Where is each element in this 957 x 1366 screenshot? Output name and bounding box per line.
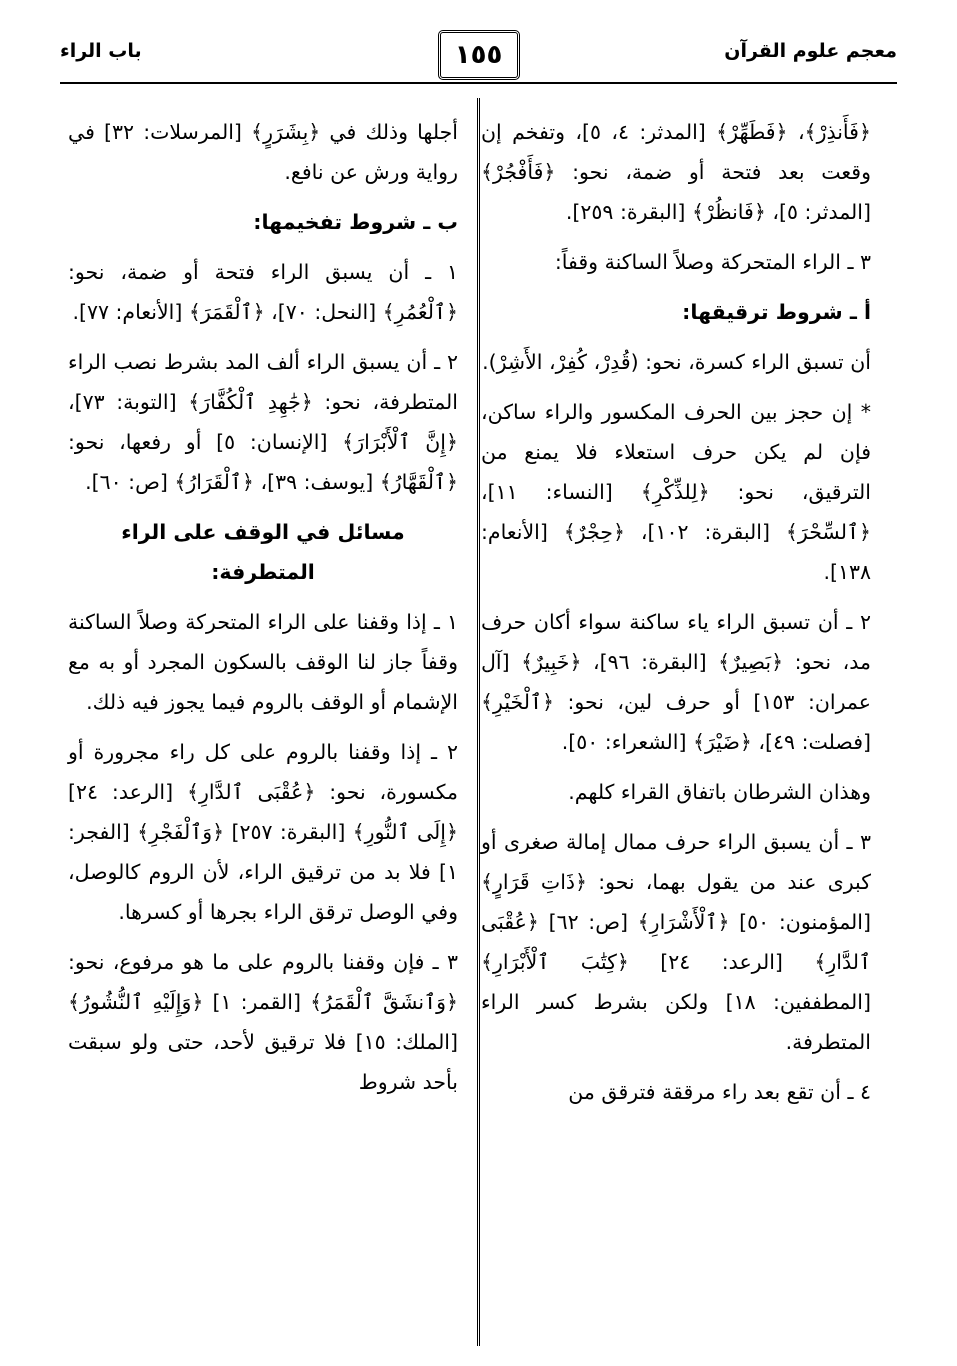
paragraph: ٣ ـ فإن وقفنا بالروم على ما هو مرفوع، نحو: ﴿وَٱنشَقَّ ٱلْقَمَرُ﴾ [القمر: ١] ﴿وَإِلَيْهِ ٱلنُّشُورُ﴾ [الملك: ١٥] فلا ترقيق لأحد، حتى ولو سبقت بأحد شروط <box>68 950 459 1094</box>
chapter-title: باب الراء <box>60 40 142 62</box>
paragraph: ١ ـ إذا وقفنا على الراء المتحركة وصلاً الساكنة وقفاً جاز لنا الوقف بالسكون المجرد أو به مع الإشمام أو الوقف بالروم فيما يجوز فيه ذلك. <box>68 610 458 714</box>
paragraph: * إن حجز بين الحرف المكسور والراء ساكن، فإن لم يكن حرف استعلاء فلا يمنع من الترقيق، نحو: ﴿لِلذِّكْرِ﴾ [النساء: ١١]، ﴿ٱلسِّحْرَ﴾ [البقرة: ١٠٢]، ﴿حِجْرٌ﴾ [الأنعام: ١٣٨]. <box>481 400 871 584</box>
column-divider <box>477 98 480 1346</box>
paragraph: أن تسبق الراء كسرة، نحو: (قُدِرْ، كُفِرْ، الأَشِرْ). <box>482 350 871 374</box>
header-rule <box>60 82 897 84</box>
page-number: ١٥٥ <box>438 30 520 80</box>
right-column <box>481 112 871 1122</box>
paragraph: ١ ـ أن يسبق الراء فتحة أو ضمة، نحو: ﴿ٱلْعُمُرِ﴾ [النحل: ٧٠]، ﴿ٱلْقَمَرَ﴾ [الأنعام: ٧٧]. <box>68 260 458 324</box>
page-header <box>60 28 897 80</box>
paragraph: ٣ ـ أن يسبق الراء حرف ممال إمالة صغرى أو كبرى عند من يقول بهما، نحو: ﴿ذَاتِ قَرَارٍ﴾ [المؤمنون: ٥٠] ﴿ٱلْأَشْرَارِ﴾ [ص: ٦٢] ﴿عُقْبَى ٱلدَّارِ﴾ [الرعد: ٢٤] ﴿كِتَٰبَ ٱلْأَبْرَارِ﴾ [المطففين: ١٨] ولكن بشرط كسر الراء المتطرفة. <box>481 830 871 1054</box>
paragraph: ٤ ـ أن تقع بعد راء مرققة فترقق من <box>568 1080 871 1104</box>
section-heading: مسائل في الوقف على الراء المتطرفة: <box>121 520 405 584</box>
paragraph: ٢ ـ إذا وقفنا بالروم على كل راء مجرورة أو مكسورة، نحو: ﴿عُقْبَى ٱلدَّارِ﴾ [الرعد: ٢٤] ﴿إِلَى ٱلنُّورِ﴾ [البقرة: ٢٥٧] ﴿وَٱلْفَجْرِ﴾ [الفجر: ١] فلا بد من ترقيق الراء، لأن الروم كالوصل، وفي الوصل ترقق الراء بجرها أو كسرها. <box>68 740 458 924</box>
paragraph: ٣ ـ الراء المتحركة وصلاً الساكنة وقفاً: <box>554 250 871 274</box>
subheading: أ ـ شروط ترقيقها: <box>682 300 871 324</box>
paragraph: أجلها وذلك في ﴿بِشَرَرٍ﴾ [المرسلات: ٣٢] في رواية ورش عن نافع. <box>68 120 458 184</box>
book-title: معجم علوم القرآن <box>724 40 897 62</box>
paragraph: وهذان الشرطان باتفاق القراء كلهم. <box>568 780 871 804</box>
paragraph: ﴿فَأَنذِرْ﴾، ﴿فَطَهِّرْ﴾ [المدثر: ٤، ٥]، وتفخم إن وقعت بعد فتحة أو ضمة، نحو: ﴿فَأَفْجُرْ﴾ [المدثر: ٥]، ﴿فَانظُرْ﴾ [البقرة: ٢٥٩]. <box>481 120 871 224</box>
left-column <box>68 112 458 1112</box>
subheading: ب ـ شروط تفخيمها: <box>253 210 458 234</box>
paragraph: ٢ ـ أن تسبق الراء ياء ساكنة سواء أكان حرف مد، نحو: ﴿بَصِيرٌ﴾ [البقرة: ٩٦]، ﴿خَبِيرٌ﴾ [آل عمران: ١٥٣] أو حرف لين، نحو: ﴿ٱلْخَيْرِ﴾ [فصلت: ٤٩]، ﴿ضَيْرَ﴾ [الشعراء: ٥٠]. <box>481 610 871 754</box>
paragraph: ٢ ـ أن يسبق الراء ألف المد بشرط نصب الراء المتطرفة، نحو: ﴿جَٰهِدِ ٱلْكُفَّارَ﴾ [التوبة: ٧٣]، ﴿إِنَّ ٱلْأَبْرَارَ﴾ [الإنسان: ٥] أو رفعها، نحو: ﴿ٱلْقَهَّارُ﴾ [يوسف: ٣٩]، ﴿ٱلْقَرَارُ﴾ [ص: ٦٠]. <box>68 350 458 494</box>
